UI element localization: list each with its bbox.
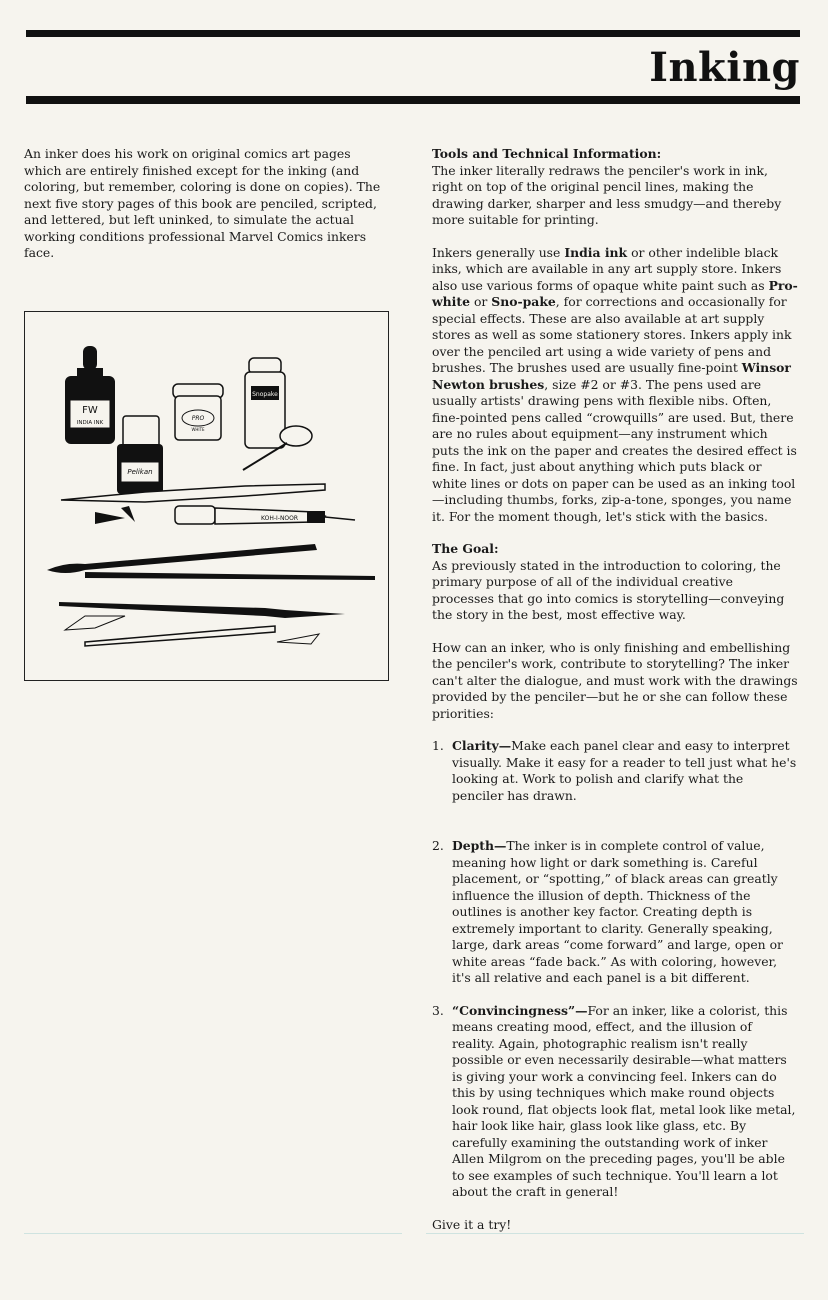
title-underline-rule	[26, 96, 800, 104]
sno-pake-term: Sno-pake	[491, 294, 556, 309]
pro-white-jar-icon	[173, 384, 223, 440]
india-ink-label: INDIA INK	[76, 420, 104, 426]
india-ink-bottle-icon	[65, 346, 115, 444]
bottom-divider-right	[426, 1233, 804, 1234]
bottom-divider-left	[24, 1233, 402, 1234]
pen-brand-label: KOH-I-NOOR	[261, 515, 299, 522]
pro-white-sublabel: WHITE	[191, 427, 205, 432]
goal-paragraph-2: How can an inker, who is only finishing and embellishing the penciler's work, contribute to storytelling? The inker can't alter the dialogue, and must work with the drawings provided by the penciler—but he or she can follow these priorities:	[432, 639, 798, 721]
priorities-list	[432, 738, 798, 1201]
pelikan-label: Pelikan	[127, 468, 153, 476]
india-ink-term: India ink	[564, 244, 628, 260]
list-item: 2. Depth—The inker is in complete control of value, meaning how light or dark something is. Careful placement, or “spotting,” of black areas can greatly influence the illusion of depth. Thickness of the outlines is another key factor. Creating depth is extremely important to clarity. Generally speaking, large, dark areas “come forward” and large, open or white areas “fade back.” As with coloring, however, it's all relative and each panel is a bit different.	[432, 838, 783, 985]
intro-paragraph: An inker does his work on original comics art pages which are entirely finished except for the inking (and coloring, but remember, coloring is done on copies). The next five story pages of this book are penciled, scripted, and lettered, but left uninked, to simulate the actual working conditions professional Marvel Comics inkers face.	[24, 146, 381, 260]
list-item: 1. Clarity—Make each panel clear and easy to interpret visually. Make it easy for a reader to tell just what he's looking at. Work to polish and clarify what the penciler has drawn.	[432, 738, 797, 803]
inking-tools-illustration	[24, 311, 389, 681]
pro-label: PRO	[191, 415, 205, 422]
fw-label: FW	[82, 405, 98, 416]
snopake-label: Snopake	[252, 391, 278, 398]
goal-heading: The Goal:	[432, 541, 499, 556]
dip-pen-icon	[59, 602, 345, 646]
tools-paragraph-2: Inkers generally use India ink or other indelible black inks, which are available in any art supply store. Inkers also use various forms of opaque white paint such as Pro-white or Sno-pake, for corrections and occasionally for special effects. These are also available at art supply stores as well as some stationery stores. Inkers apply ink over the penciled art using a wide variety of pens and brushes. The brushes used are usually fine-point Winsor Newton brushes, size #2 or #3. The pens used are usually artists' drawing pens with flexible nibs. Often, fine-pointed pens called “crowquills” are used. But, there are no rules about equipment—any instrument which puts the ink on the paper and creates the desired effect is fine. In fact, just about anything which puts black or white lines or dots on paper can be used as an inking tool—including thumbs, forks, zip-a-tone, sponges, you name it. For the moment though, let's stick with the basics.	[432, 244, 798, 524]
tools-heading: Tools and Technical Information:	[432, 146, 662, 161]
top-rule	[26, 30, 800, 37]
goal-paragraph-1: As previously stated in the introduction to coloring, the primary purpose of all of the individual creative processes that go into comics is storytelling—conveying the story in the best, most effective way.	[432, 557, 785, 622]
page-title: Inking	[649, 44, 800, 91]
left-column	[24, 146, 384, 278]
list-item: 3. “Convincingness”—For an inker, like a colorist, this means creating mood, effect, and the illusion of reality. Again, photographic realism isn't really possible or even necessarily desirable—what matters is giving your work a convincing feel. Inkers can do this by using techniques which make round objects look round, flat objects look flat, metal look like metal, hair look like hair, glass look like glass, etc. By carefully examining the outstanding work of inker Allen Milgrom on the preceding pages, you'll be able to see examples of such technique. You'll learn a lot about the craft in general!	[432, 1002, 796, 1199]
closing-line: Give it a try!	[432, 1216, 512, 1232]
right-column	[432, 146, 798, 1249]
pelikan-ink-bottle-icon	[117, 416, 163, 494]
winsor-newton-term: Winsor Newton brushes	[432, 360, 791, 392]
technical-pen-icon	[175, 506, 355, 524]
brush-icon	[47, 544, 375, 580]
tools-paragraph-1: The inker literally redraws the penciler's work in ink, right on top of the original pencil lines, making the drawing darker, sharper and less smudgy—and thereby more suitable for printing.	[432, 162, 782, 227]
snopake-bottle-icon	[243, 358, 312, 470]
pro-white-term: Pro-white	[432, 277, 798, 309]
